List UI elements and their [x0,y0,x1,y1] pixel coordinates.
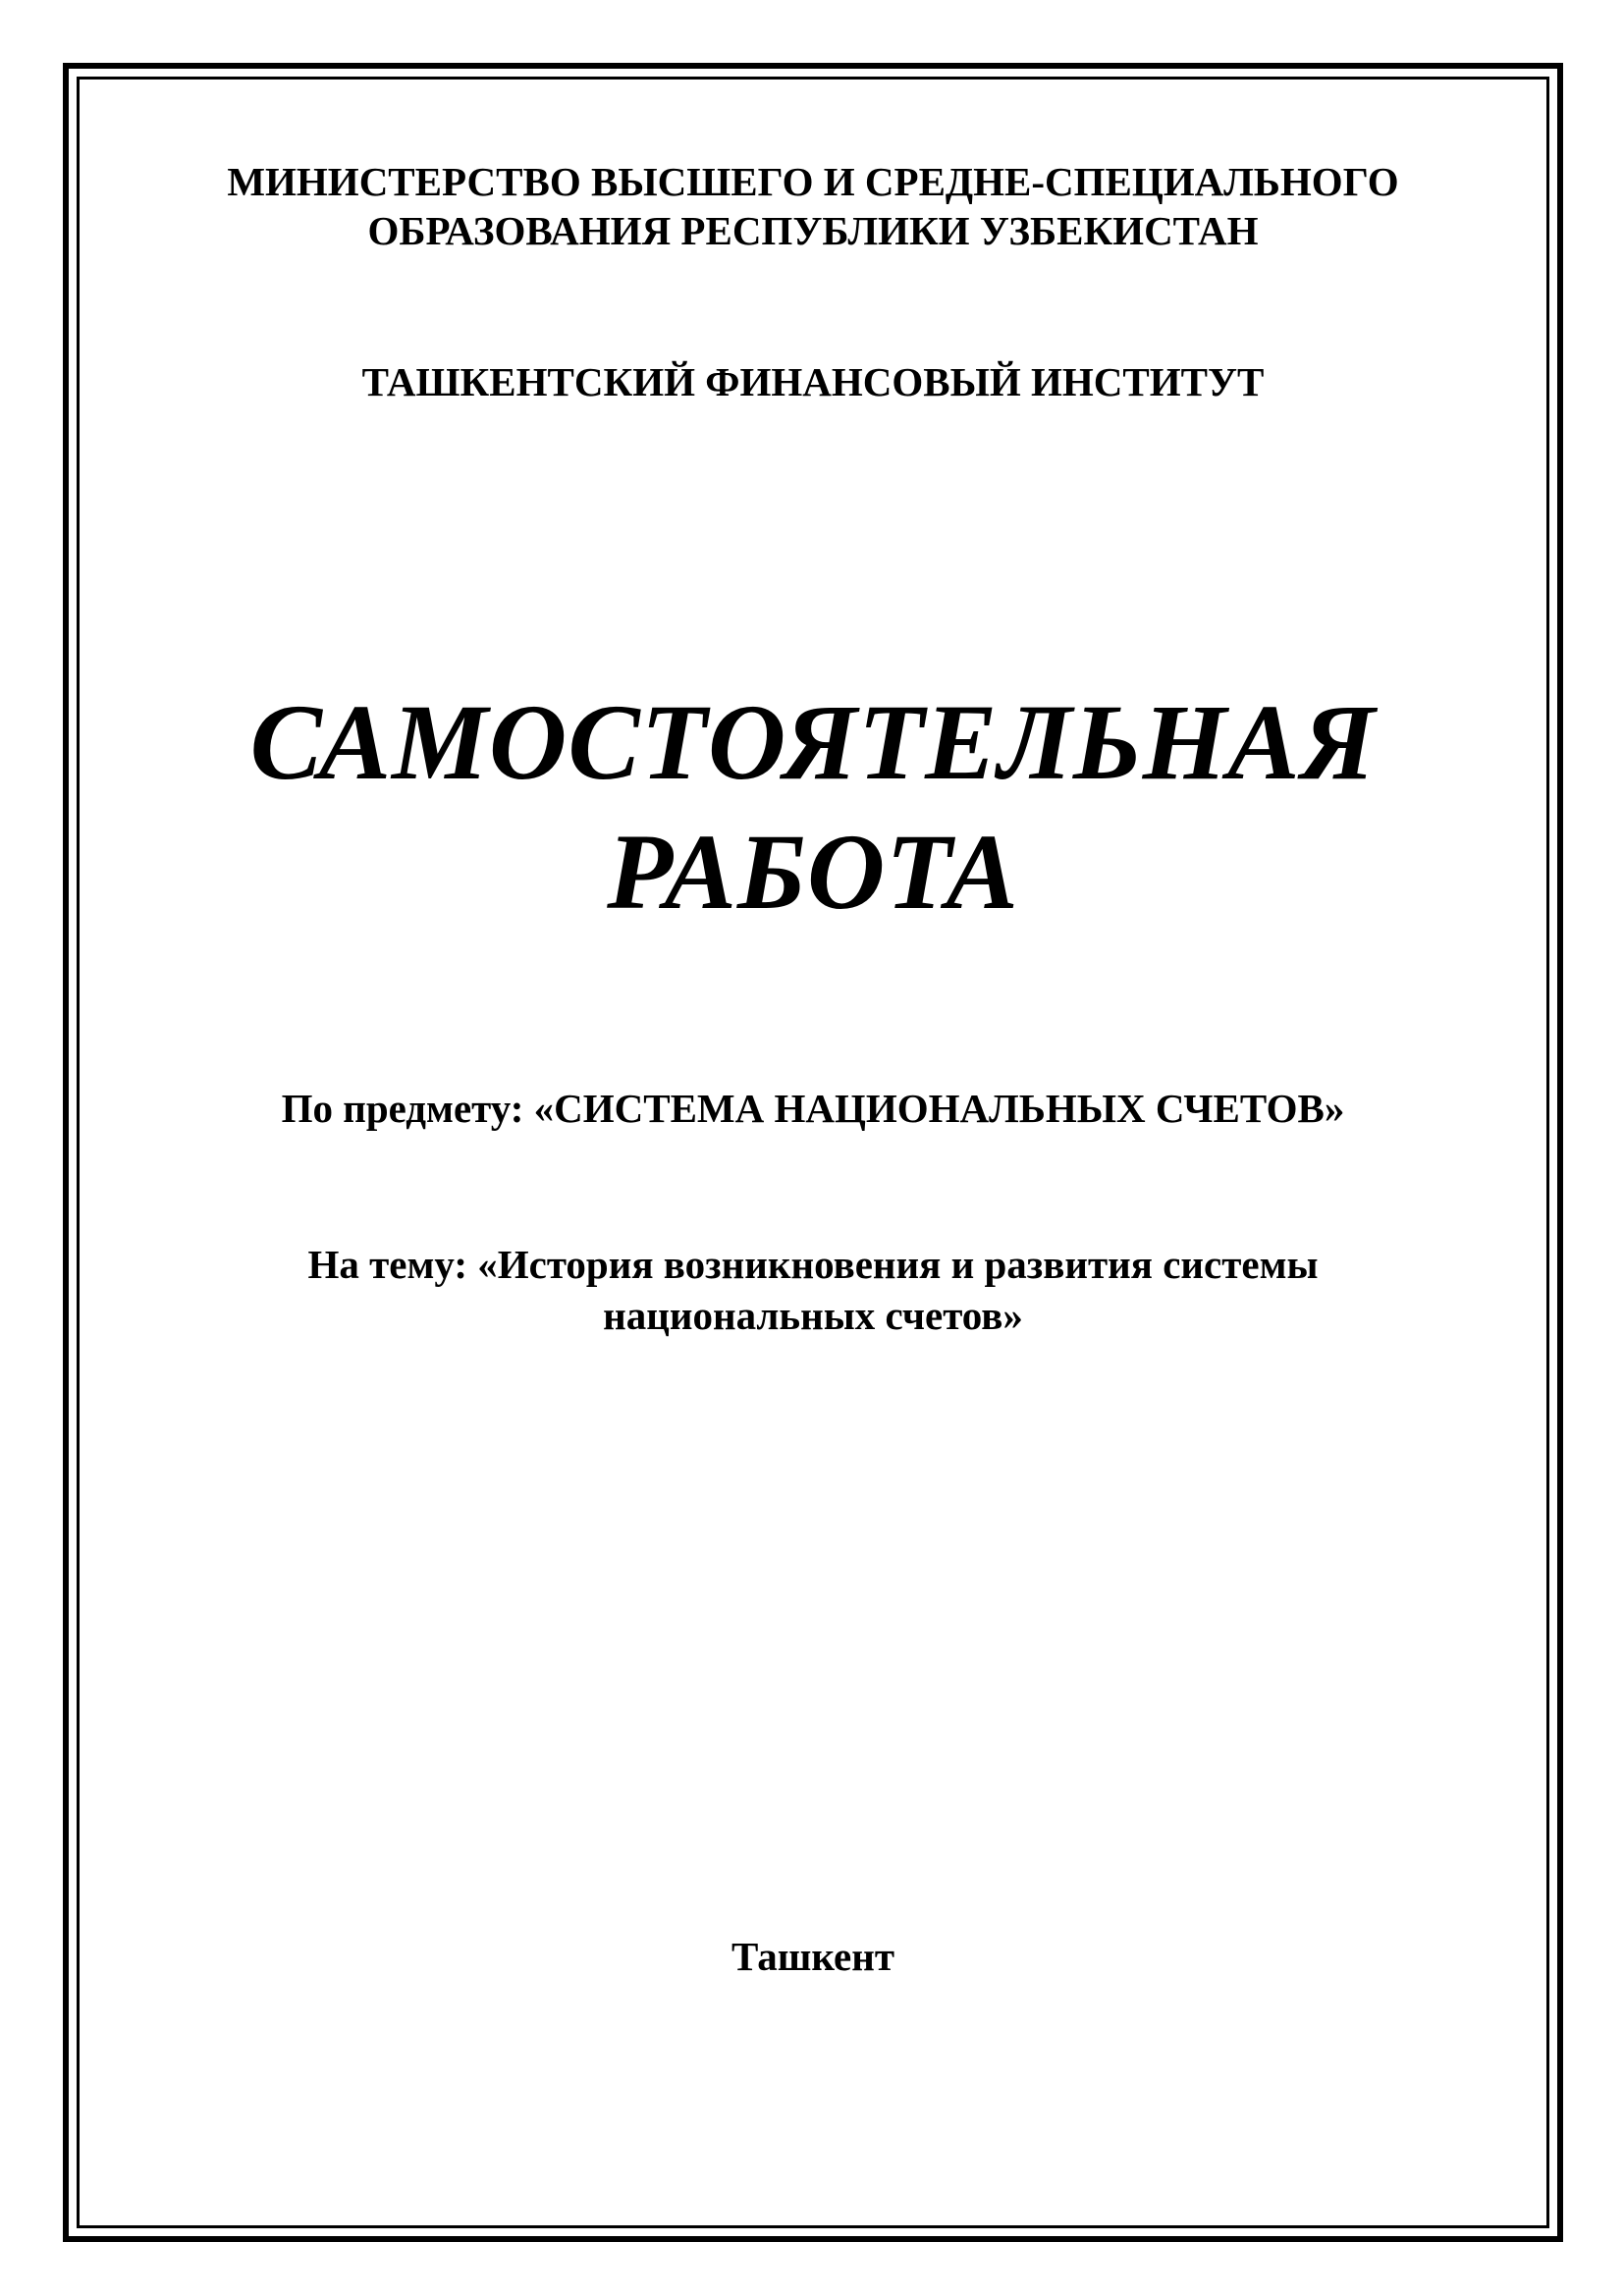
ministry-heading [77,157,1549,255]
ministry-line-2: ОБРАЗОВАНИЯ РЕСПУБЛИКИ УЗБЕКИСТАН [367,208,1259,253]
document-title [77,677,1549,936]
city-name: Ташкент [731,1934,894,1979]
subject-text: По предмету: «СИСТЕМА НАЦИОНАЛЬНЫХ СЧЕТОВ» [281,1086,1345,1131]
topic-line-1: На тему: «История возникновения и развития системы [307,1242,1319,1287]
topic-line-2: национальных счетов» [603,1293,1023,1338]
topic-block [77,1239,1549,1341]
ministry-line-1: МИНИСТЕРСТВО ВЫСШЕГО И СРЕДНЕ-СПЕЦИАЛЬНОГО [227,159,1399,204]
title-line-1: САМОСТОЯТЕЛЬНАЯ [249,682,1377,802]
city-footer [77,1932,1549,1981]
subject-line [77,1084,1549,1133]
title-line-2: РАБОТА [607,812,1019,932]
institute-heading [77,357,1549,406]
institute-name: ТАШКЕНТСКИЙ ФИНАНСОВЫЙ ИНСТИТУТ [361,359,1265,404]
